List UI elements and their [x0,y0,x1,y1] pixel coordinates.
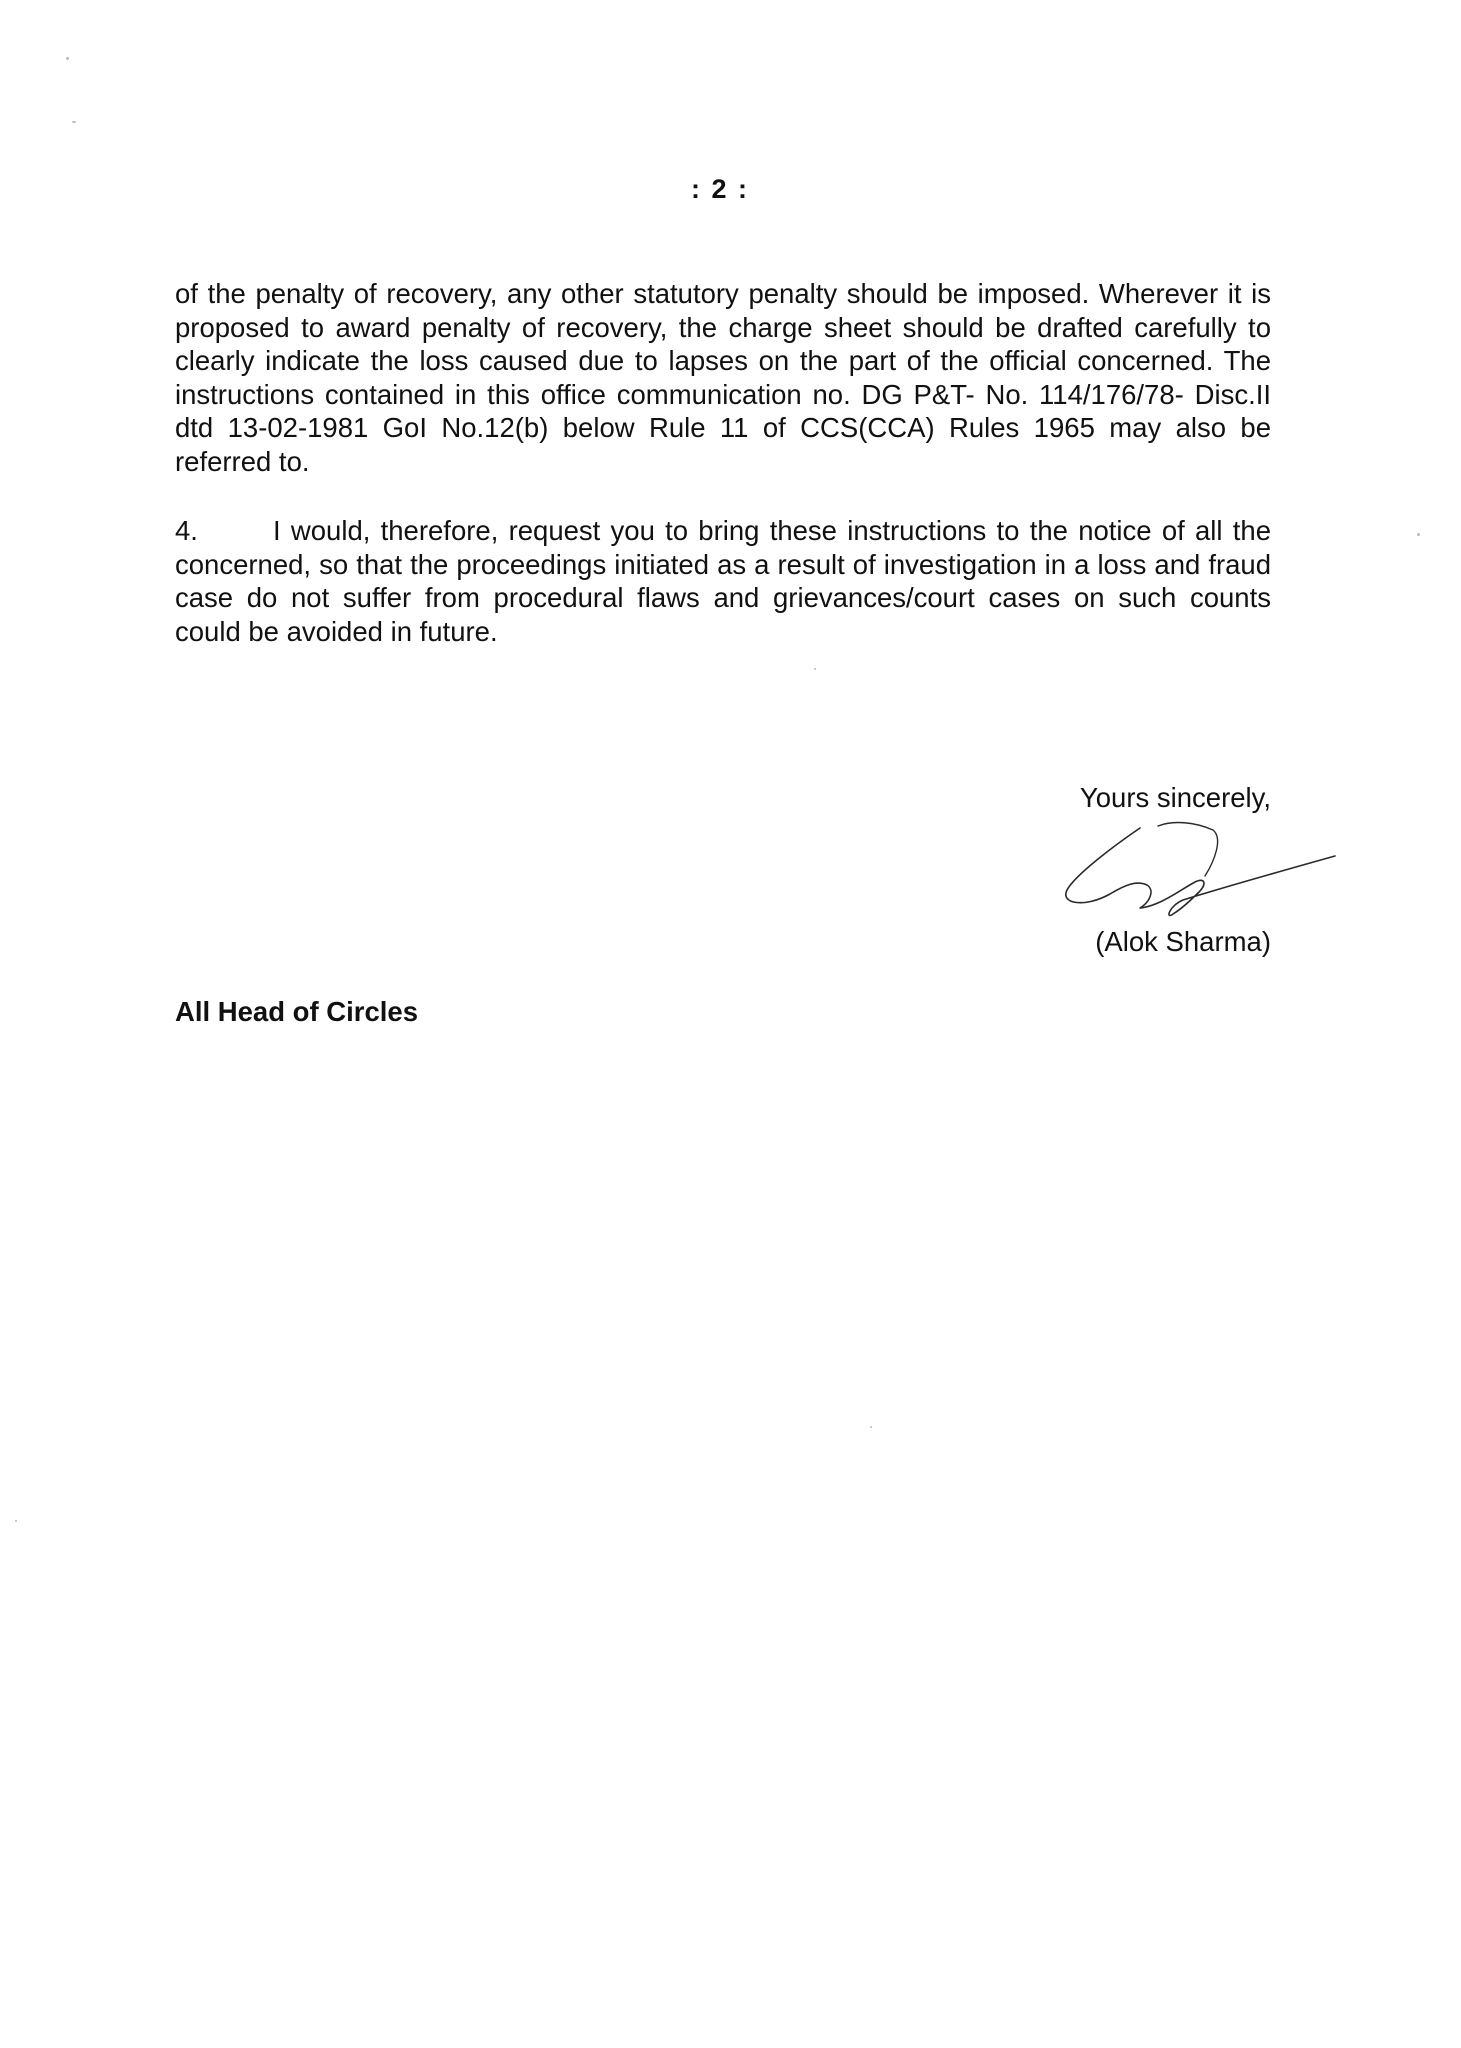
scan-speck [66,57,69,60]
paragraph-4-number: 4. [175,515,198,546]
scan-speck [1417,533,1420,536]
paragraph-continued: of the penalty of recovery, any other statutory penalty should be imposed. Wherever it is proposed to award penalty of recovery, the charge sheet should be drafted carefully to clearly indicate the loss caused due to lapses on the part of the official concerned. The instructions contained in this office communication no. DG P&T- No. 114/176/78- Disc.II dtd 13-02-1981 GoI No.12(b) below Rule 11 of CCS(CCA) Rules 1965 may also be referred to. [175,278,1271,477]
page-number: : 2 : [690,174,749,204]
scan-speck [15,1520,17,1522]
scan-speck [814,668,816,670]
closing-salutation: Yours sincerely, [1079,782,1271,813]
scan-speck [870,1426,872,1428]
paragraph-4-text: I would, therefore, request you to bring these instructions to the notice of all the concerned, so that the proceedings initiated as a result of investigation in a loss and fraud case do not suffer from procedural flaws and grievances/court cases on such counts could be avoided in future. [175,515,1271,647]
addressee: All Head of Circles [175,996,418,1027]
signature-scribble [1055,790,1345,940]
paragraph-4 [175,514,1271,648]
signatory-name: (Alok Sharma) [1095,926,1271,957]
scan-speck [72,121,76,123]
